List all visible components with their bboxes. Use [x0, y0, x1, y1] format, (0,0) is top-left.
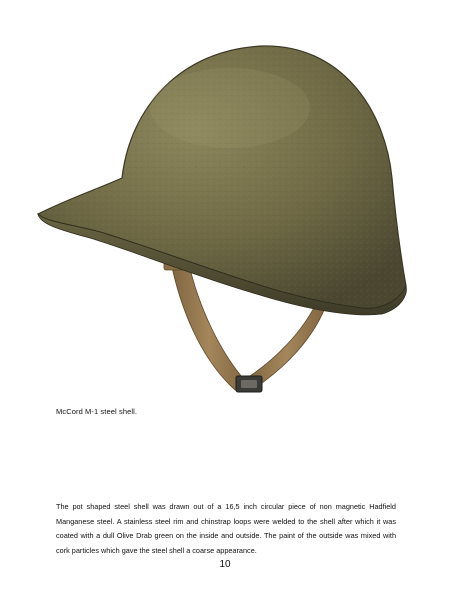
helmet-photo [30, 38, 410, 418]
figure-caption: McCord M-1 steel shell. [56, 407, 138, 416]
page-number: 10 [219, 559, 231, 570]
helmet-shell [38, 46, 406, 315]
body-paragraph: The pot shaped steel shell was drawn out of a 16,5 inch circular piece of non magnetic Hadfield Manganese steel. A stainless steel rim and chinstrap loops were welded to the shell after which it was coated with a dull Olive Drab green on the inside and outside. The paint of the outside was mixed with cork particles which gave the steel shell a coarse appearance. [56, 502, 396, 555]
chinstrap-buckle [236, 376, 262, 392]
